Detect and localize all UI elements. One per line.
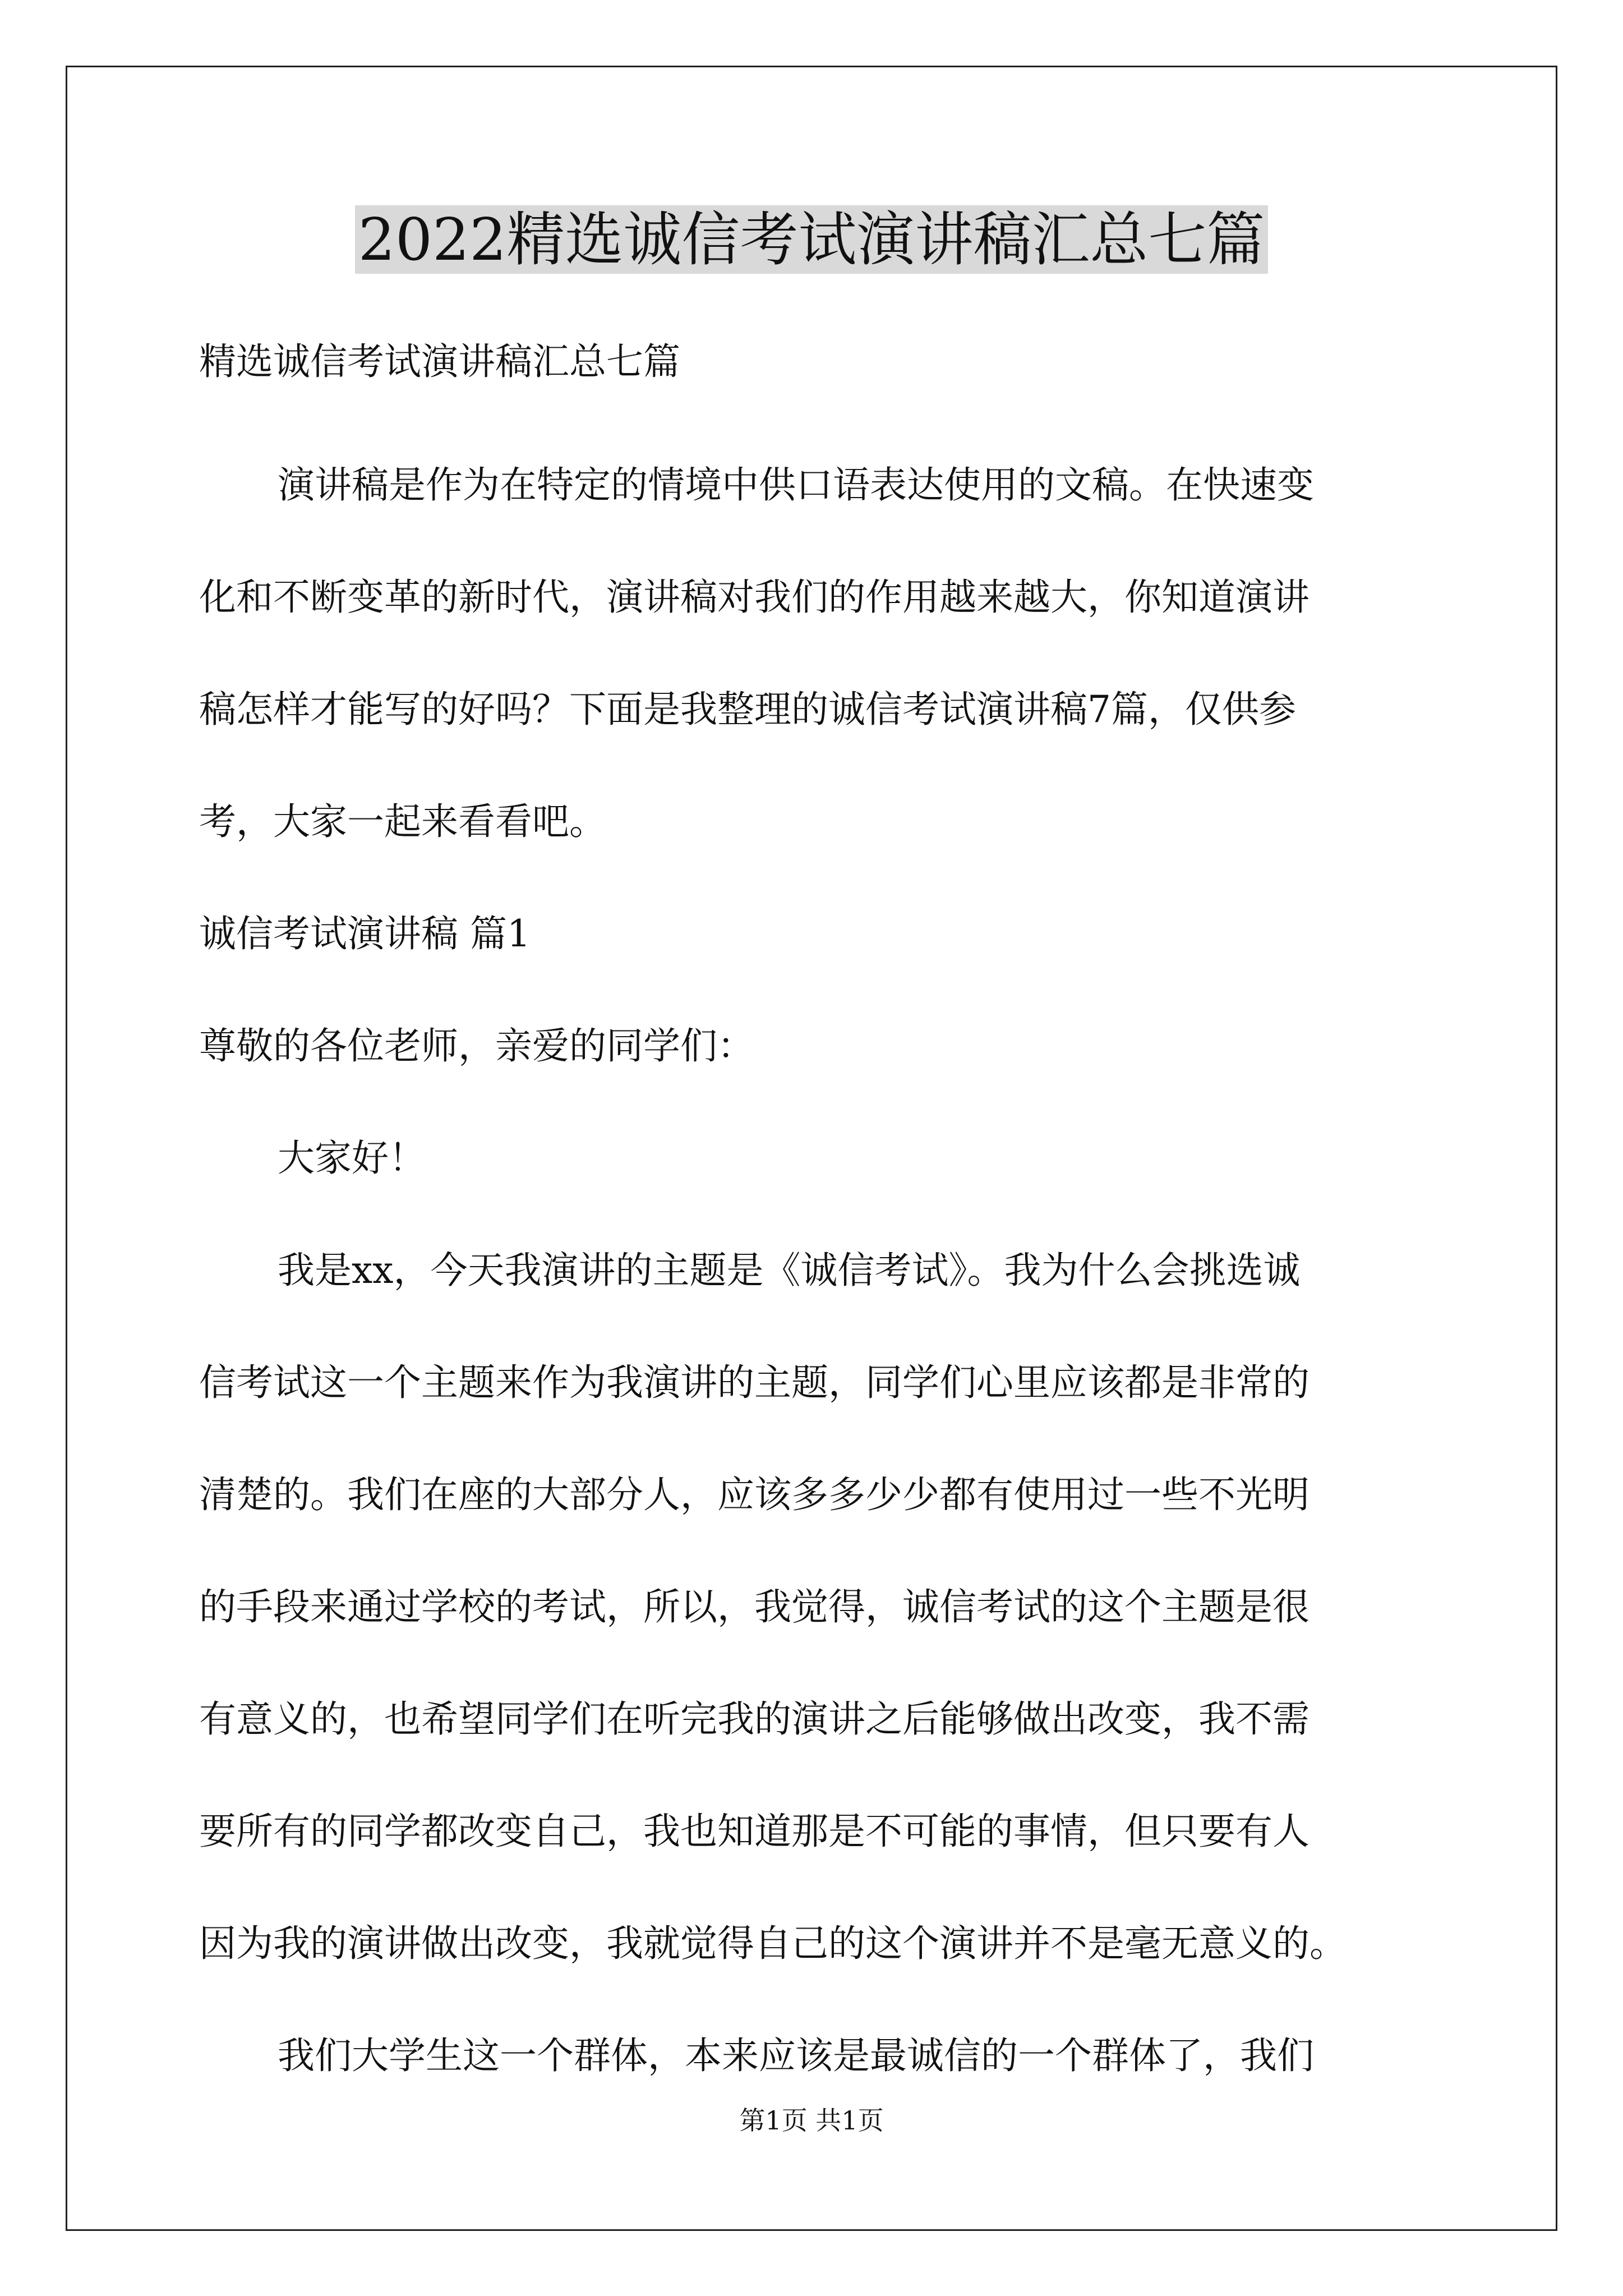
body-line: 有意义的，也希望同学们在听完我的演讲之后能够做出改变，我不需	[199, 1697, 1310, 1741]
body-line: 我是xx，今天我演讲的主题是《诚信考试》。我为什么会挑选诚	[278, 1249, 1301, 1292]
body-line: 的手段来通过学校的考试，所以，我觉得，诚信考试的这个主题是很	[199, 1585, 1310, 1628]
body-line: 稿怎样才能写的好吗？下面是我整理的诚信考试演讲稿7篇，仅供参	[199, 688, 1296, 731]
body-line: 考，大家一起来看看吧。	[199, 800, 606, 843]
body-line: 我们大学生这一个群体，本来应该是最诚信的一个群体了，我们	[278, 2034, 1314, 2077]
body-line: 大家好！	[278, 1137, 426, 1180]
document-title: 2022精选诚信考试演讲稿汇总七篇	[0, 203, 1623, 276]
subtitle-line: 精选诚信考试演讲稿汇总七篇	[199, 340, 680, 383]
body-line: 信考试这一个主题来作为我演讲的主题，同学们心里应该都是非常的	[199, 1361, 1310, 1404]
body-line: 化和不断变革的新时代，演讲稿对我们的作用越来越大，你知道演讲	[199, 576, 1310, 619]
body-line: 演讲稿是作为在特定的情境中供口语表达使用的文稿。在快速变	[278, 463, 1314, 507]
body-line: 尊敬的各位老师，亲爱的同学们：	[199, 1024, 754, 1068]
body-line: 要所有的同学都改变自己，我也知道那是不可能的事情，但只要有人	[199, 1810, 1310, 1853]
body-line: 因为我的演讲做出改变，我就觉得自己的这个演讲并不是毫无意义的。	[199, 1922, 1347, 1965]
section-heading: 诚信考试演讲稿 篇1	[199, 912, 531, 955]
body-line: 清楚的。我们在座的大部分人，应该多多少少都有使用过一些不光明	[199, 1473, 1310, 1516]
page-footer: 第1页 共1页	[739, 2105, 884, 2136]
